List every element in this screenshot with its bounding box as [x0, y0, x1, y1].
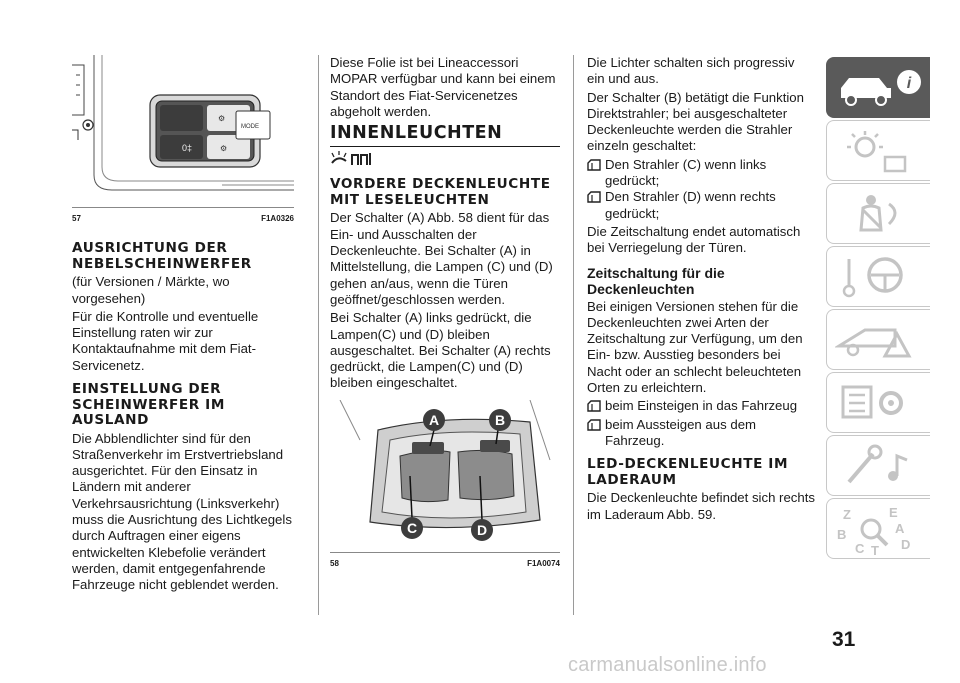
interior-light-icon: [330, 149, 560, 173]
svg-text:MODE: MODE: [241, 124, 259, 130]
svg-text:i: i: [906, 75, 912, 92]
tab-car-info[interactable]: [826, 57, 930, 118]
section-heading-fog-lights: AUSRICHTUNG DER NEBELSCHEINWERFER: [72, 240, 252, 272]
paragraph: Der Schalter (B) betätigt die Funktion Direktstrahler; bei ausgeschalteter Deckenleuchte werden die Strahler einzeln geschaltet:: [587, 89, 804, 154]
svg-text:D: D: [476, 521, 488, 538]
paragraph: Bei Schalter (A) links gedrückt, die Lampen(C) und (D) bleiben ausgeschaltet. Bei Schalter (A) rechts gedrückt, die Lampen(C) und (D) bleiben eingeschaltet.: [330, 310, 551, 391]
chapter-heading: INNENLEUCHTEN: [330, 124, 560, 147]
lamp-icon: [587, 159, 601, 175]
front-ceiling-light-illustration: [330, 400, 560, 552]
tab-warning-lights[interactable]: [826, 120, 930, 181]
list-item: Den Strahler (D) wenn rechts gedrückt;: [587, 189, 815, 222]
column-divider: [573, 55, 574, 615]
paragraph: Die Abblendlichter sind für den Straßenverkehr im Erstvertriebsland ausgerichtet. Für den Einsatz in Ländern mit anderer Verkehrsausrichtung (Linksverkehr) muss die Ausrichtung des Lichtkegels durch Auftragen einer eigens entwickelten Klebefolie verändert werden, damit entgegenfahrende Fahrzeuge nicht geblendet werden.: [72, 430, 292, 593]
svg-text:C: C: [406, 519, 418, 536]
watermark: carmanualsonline.info: [568, 654, 767, 676]
road-warning-icon: [835, 316, 925, 362]
figure-code: F1A0074: [527, 558, 560, 568]
fog-light-switch-illustration: [72, 55, 294, 207]
section-heading-headlights-abroad: EINSTELLUNG DER SCHEINWERFER IM AUSLAND: [72, 381, 225, 429]
figure-code: F1A0326: [261, 214, 294, 223]
figure-58-caption: [330, 556, 560, 572]
warning-lights-icon: [835, 127, 925, 173]
svg-text:E: E: [889, 505, 898, 520]
maintenance-tools-icon: [835, 379, 925, 425]
paragraph: Die Deckenleuchte befindet sich rechts im Laderaum Abb. 59.: [587, 490, 815, 522]
tools-music-icon: [835, 442, 925, 488]
section-heading-led-light: LED-DECKENLEUCHTE IM LADERAUM: [587, 456, 789, 488]
airbag-seatbelt-icon: [835, 190, 925, 236]
figure-number: 57: [72, 214, 81, 223]
figure-57: [72, 55, 294, 208]
svg-text:A: A: [428, 411, 440, 428]
alphabet-search-icon: [835, 505, 925, 557]
tab-multimedia[interactable]: [826, 435, 930, 496]
svg-text:C: C: [855, 541, 865, 556]
page-number: 31: [832, 628, 856, 651]
svg-text:D: D: [901, 537, 911, 552]
column-divider: [318, 55, 319, 615]
car-info-icon: [835, 64, 925, 110]
section-heading-front-light: VORDERE DECKENLEUCHTE MIT LESELEUCHTEN: [330, 176, 551, 208]
figure-57-caption: [72, 211, 294, 227]
svg-text:0‡: 0‡: [182, 143, 193, 153]
paragraph: Bei einigen Versionen stehen für die Deckenleuchten zwei Arten der Zeitschaltung zur Verfügung, um den Ein- bzw. Ausstieg besonders bei Nacht oder an schlecht beleuchteten Orten zu erleichtern.: [587, 298, 803, 396]
svg-text:B: B: [837, 527, 847, 542]
lamp-icon: [587, 191, 601, 207]
svg-text:A: A: [895, 521, 905, 536]
list-item: beim Einsteigen in das Fahrzeug: [587, 398, 815, 416]
lamp-icon: [587, 400, 601, 416]
paragraph: Die Zeitschaltung endet automatisch bei Verriegelung der Türen.: [587, 223, 801, 256]
svg-text:Z: Z: [843, 507, 851, 522]
paragraph: Diese Folie ist bei Lineaccessori MOPAR verfügbar und kann bei einem Standort des Fiat-Servicenetzes abgeholt werden.: [330, 55, 556, 119]
svg-text:B: B: [494, 411, 506, 428]
svg-text:⚙: ⚙: [220, 144, 228, 153]
column-left: [72, 55, 294, 596]
lamp-icon: [587, 419, 601, 435]
column-middle: [330, 55, 560, 572]
tab-maintenance[interactable]: [826, 372, 930, 433]
paragraph: Der Schalter (A) Abb. 58 dient für das Ein- und Ausschalten der Deckenleuchte. Bei Schalter (A) in Mittelstellung, die Lampen (C) und (D) gehen an/aus, wenn die Türen geöffnet/geschlossen werden.: [330, 210, 553, 307]
list-item: Den Strahler (C) wenn links gedrückt;: [587, 157, 815, 190]
figure-58: [330, 400, 560, 553]
subheading-timer: Zeitschaltung für die Deckenleuchten: [587, 264, 725, 297]
tab-index[interactable]: [826, 498, 930, 559]
steering-wheel-key-icon: [835, 253, 925, 299]
tab-starting-driving[interactable]: [826, 246, 930, 307]
paragraph: (für Versionen / Märkte, wo vorgesehen): [72, 274, 230, 306]
tab-safety[interactable]: [826, 183, 930, 244]
paragraph: Für die Kontrolle und eventuelle Einstellung raten wir zur Kontaktaufnahme mit dem Fiat-Servicenetz.: [72, 308, 259, 373]
chapter-tabs: [826, 57, 930, 561]
tab-emergency[interactable]: [826, 309, 930, 370]
list-item: beim Aussteigen aus dem Fahrzeug.: [587, 417, 815, 450]
figure-number: 58: [330, 558, 339, 568]
svg-text:T: T: [871, 543, 879, 557]
svg-text:⚙: ⚙: [218, 114, 226, 123]
paragraph: Die Lichter schalten sich progressiv ein und aus.: [587, 55, 795, 87]
column-right: [587, 55, 815, 525]
